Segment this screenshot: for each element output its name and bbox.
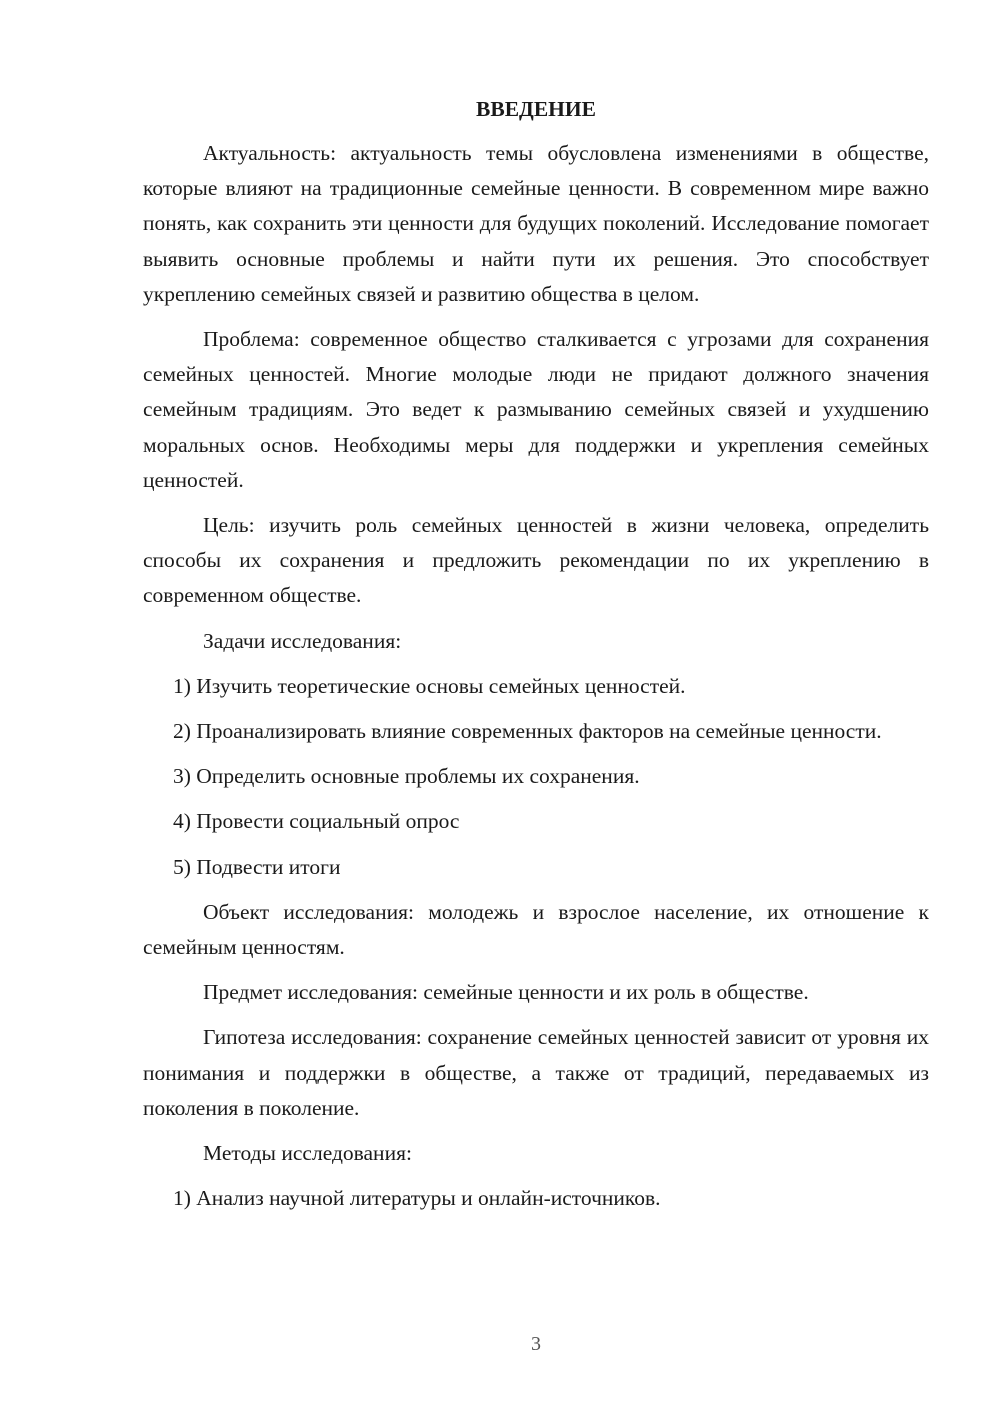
task-item: 1) Изучить теоретические основы семейных ценностей.: [173, 673, 686, 698]
page-title: ВВЕДЕНИЕ: [476, 97, 596, 121]
page-number: 3: [531, 1333, 541, 1355]
document-page: [143, 92, 929, 1226]
relevance-paragraph: Актуальность: актуальность темы обусловлена изменениями в обществе, которые влияют на традиционные семейные ценности. В современном мире важно понять, как сохранить эти ценности для будущих поколений. Исследование помогает выявить основные проблемы и найти пути их решения. Это способствует укреплению семейных связей и развитию общества в целом.: [143, 141, 929, 306]
task-item: 5) Подвести итоги: [173, 854, 341, 879]
goal-paragraph: Цель: изучить роль семейных ценностей в жизни человека, определить способы их сохранения и предложить рекомендации по их укреплению в современном обществе.: [143, 513, 929, 608]
task-item: 4) Провести социальный опрос: [173, 809, 460, 834]
subject-paragraph: Предмет исследования: семейные ценности и их роль в обществе.: [203, 980, 809, 1005]
object-paragraph: Объект исследования: молодежь и взрослое население, их отношение к семейным ценностям.: [143, 899, 929, 960]
methods-heading: Методы исследования:: [203, 1141, 412, 1166]
task-item: 3) Определить основные проблемы их сохранения.: [173, 764, 640, 789]
tasks-heading: Задачи исследования:: [203, 628, 402, 653]
hypothesis-paragraph: Гипотеза исследования: сохранение семейных ценностей зависит от уровня их понимания и поддержки в обществе, а также от традиций, передаваемых из поколения в поколение.: [143, 1025, 929, 1120]
task-item: 2) Проанализировать влияние современных факторов на семейные ценности.: [173, 719, 882, 744]
problem-paragraph: Проблема: современное общество сталкивается с угрозами для сохранения семейных ценностей. Многие молодые люди не придают должного значения семейным традициям. Это ведет к размыванию семейных связей и ухудшению моральных основ. Необходимы меры для поддержки и укрепления семейных ценностей.: [143, 327, 929, 492]
method-item: 1) Анализ научной литературы и онлайн-источников.: [173, 1186, 661, 1211]
